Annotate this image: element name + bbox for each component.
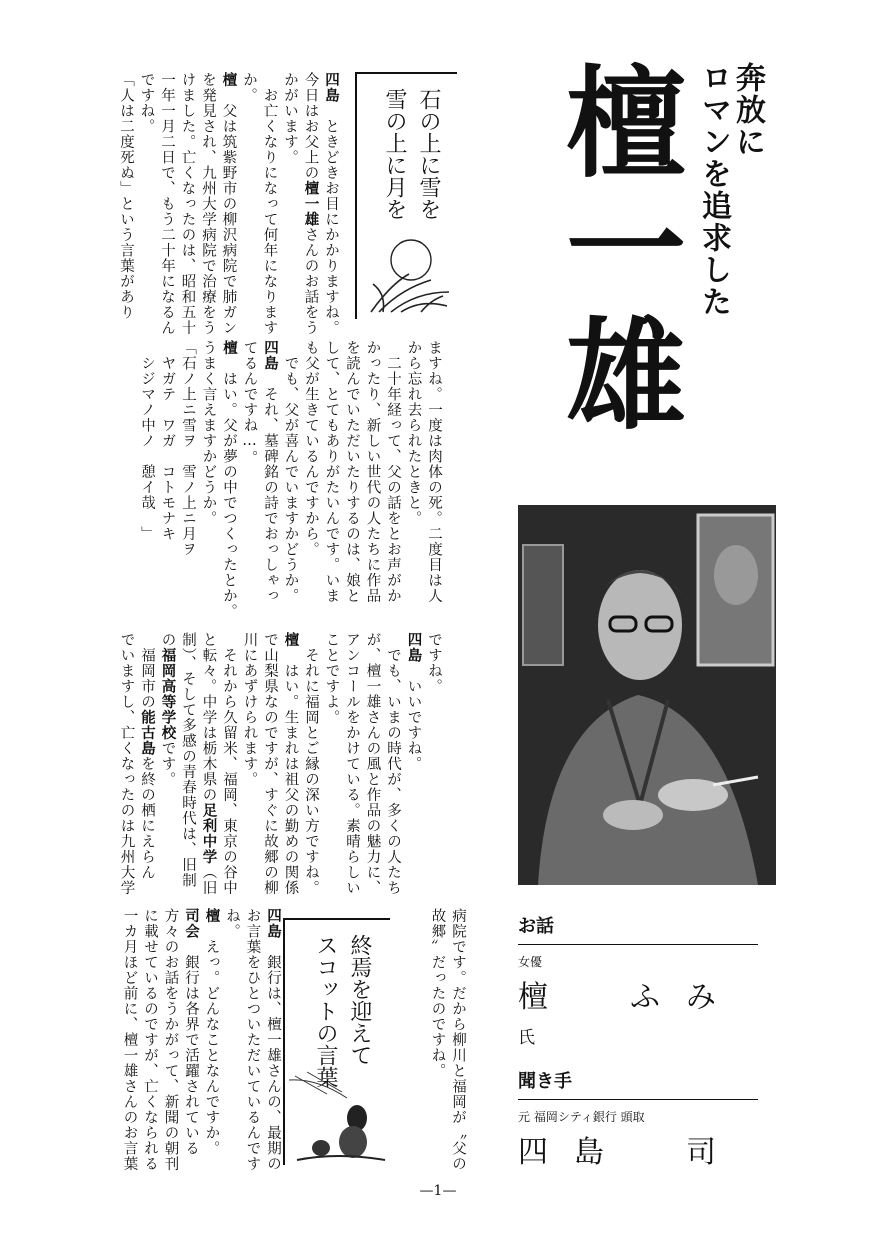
talker-role: 女優: [518, 955, 543, 969]
text-column: [300, 72, 321, 336]
text-column: [383, 632, 404, 896]
speaker-label: 檀一雄: [302, 180, 319, 227]
interviewer-role: 元 福岡シティ銀行 頭取: [518, 1110, 645, 1124]
section-heading-box: [283, 918, 390, 1165]
text-segment: それから久留米、福岡、東京の谷中: [221, 632, 237, 896]
text-segment: てるんですね…。: [241, 340, 258, 466]
text-segment: ですね。: [138, 72, 155, 134]
body-text-block: [427, 908, 468, 1172]
body-text-block: [137, 340, 445, 619]
text-segment: かがいます。: [282, 72, 298, 165]
text-column: [201, 908, 222, 1164]
text-segment: と転々。中学は栃木県の: [200, 632, 217, 803]
text-column: [160, 908, 181, 1172]
text-segment: はい。父が夢の中でつくったとか。: [221, 355, 237, 619]
text-segment: 今日はお父上の: [302, 72, 319, 181]
text-segment: 銀行は各界で活躍されている: [183, 939, 199, 1156]
text-column: [239, 72, 260, 320]
text-segment: ですね。: [426, 632, 442, 694]
text-column: [198, 340, 219, 615]
text-column: [119, 908, 140, 1172]
text-column: [218, 72, 239, 336]
body-text-block: [116, 632, 444, 896]
text-column: [116, 72, 137, 320]
text-segment: でも、父が喜んでいますかどうか。: [282, 340, 299, 604]
text-segment: 病院です。だから柳川と福岡が〝父の: [450, 908, 466, 1172]
text-column: [342, 340, 363, 615]
portrait-image: [518, 505, 776, 885]
speaker-label: 檀: [221, 340, 237, 356]
speaker-label: 檀: [220, 72, 237, 88]
text-segment: 福岡市の: [139, 632, 155, 710]
speaker-label: 四島: [262, 340, 278, 371]
credits: [518, 912, 758, 1187]
text-column: [424, 340, 445, 615]
speaker-label: 司会: [183, 908, 199, 939]
text-column: [140, 908, 161, 1172]
text-column: [219, 340, 240, 619]
text-segment: かったり、新しい世代の人たちに作品: [364, 340, 381, 604]
text-segment: で山梨県なのですが、すぐに故郷の柳: [262, 632, 278, 896]
heading-line: 終焉を迎えて: [347, 934, 372, 1066]
body-text-block: [119, 908, 283, 1172]
text-segment: でも、いまの時代が、多くの人たち: [385, 632, 401, 896]
text-segment: ね。: [224, 908, 240, 939]
text-segment: 「石ノ上ニ雪ヲ 雪ノ上ニ月ヲ: [180, 340, 196, 557]
text-column: [403, 632, 424, 888]
text-column: [280, 632, 301, 896]
text-column: [321, 632, 342, 888]
text-segment: シジマノ中ノ 憩イ哉 」: [139, 340, 155, 542]
text-column: [301, 632, 322, 896]
text-segment: です。: [159, 740, 176, 787]
text-segment: 二十年経って、父の話をとお声がか: [385, 340, 401, 604]
speaker-label: 足利中学: [200, 802, 217, 865]
text-segment: はい。生まれは祖父の勤めの関係: [282, 647, 299, 896]
text-column: [178, 340, 199, 615]
text-segment: それに福岡とご縁の深い方ですね。: [303, 632, 319, 896]
text-segment: お言葉をひとついただいているんです: [244, 908, 261, 1172]
text-segment: えっ。どんなことなんですか。: [203, 923, 220, 1156]
speaker-label: 檀: [203, 908, 220, 924]
portrait-photo: [518, 505, 776, 885]
text-segment: も父が生きているんですから。: [303, 340, 319, 557]
text-column: [198, 632, 219, 896]
heading-line: 石の上に雪を: [416, 88, 441, 220]
speaker-label: 四島: [405, 632, 422, 663]
text-column: [280, 340, 301, 615]
text-column: [301, 340, 322, 615]
text-segment: さんのお話をう: [302, 227, 319, 336]
text-segment: それ、墓碑銘の詩でおっしゃっ: [262, 371, 278, 604]
text-segment: ヤガテ ワガ コトモナキ: [159, 340, 176, 542]
text-column: [259, 72, 280, 336]
text-segment: 故郷〟だったのですね。: [429, 908, 446, 1079]
interviewer-name: 四島 司: [518, 1135, 742, 1170]
text-column: [448, 908, 469, 1172]
text-segment: が、檀一雄さんの風と作品の魅力に、: [364, 632, 381, 896]
text-column: [116, 632, 137, 896]
text-column: [157, 72, 178, 336]
text-column: [177, 72, 198, 336]
text-column: [157, 340, 178, 615]
subtitle: [696, 62, 764, 422]
body-text-block: [116, 72, 342, 336]
talker-heading: お話: [518, 912, 758, 945]
text-column: [137, 632, 158, 888]
text-column: [427, 908, 448, 1164]
text-segment: ことですよ。: [323, 632, 340, 725]
text-segment: 一カ月ほど前に、檀一雄さんのお言葉: [121, 908, 138, 1172]
interviewer-heading: 聞き手: [518, 1067, 758, 1100]
text-segment: 方々のお話をうかがって、新聞の朝刊: [162, 908, 179, 1172]
text-column: [157, 632, 178, 888]
talker-name-text: 檀 ふみ: [518, 980, 742, 1015]
text-segment: 一年一月二日で、もう二十年になるん: [159, 72, 175, 336]
text-segment: 制）、そして多感の青春時代は、旧制: [180, 632, 196, 889]
text-column: [321, 340, 342, 615]
speaker-label: 四島: [323, 72, 339, 103]
section-heading-box: [355, 72, 457, 319]
text-column: [239, 632, 260, 888]
text-column: [222, 908, 243, 1164]
page-number: —1—: [419, 1183, 457, 1199]
text-column: [181, 908, 202, 1164]
text-segment: 銀行は、檀一雄さんの、最期の: [265, 939, 281, 1172]
text-column: [263, 908, 284, 1172]
text-column: [362, 340, 383, 615]
text-column: [239, 340, 260, 615]
text-column: [424, 632, 445, 888]
text-segment: お亡くなりになって何年になります: [261, 72, 278, 336]
talker-suffix: 氏: [518, 1028, 535, 1048]
heading-line: 雪の上に月を: [382, 88, 407, 220]
text-segment: ますね。一度は肉体の死。二度目は人: [426, 340, 442, 604]
text-segment: を終の栖にえらん: [139, 756, 155, 880]
text-column: [136, 72, 157, 320]
figure-illustration: [287, 1070, 387, 1162]
text-column: [403, 340, 424, 615]
text-segment: ときどきお目にかかりますね。: [323, 103, 339, 336]
text-column: [242, 908, 263, 1172]
speaker-label: 檀: [282, 632, 299, 648]
text-segment: アンコールをかけている。素晴らしい: [344, 632, 360, 896]
text-column: [342, 632, 363, 896]
text-segment: でいますし、亡くなったのは九州大学: [118, 632, 135, 896]
text-column: [219, 632, 240, 896]
speaker-label: 能古島: [139, 709, 155, 756]
text-segment: を読んでいただいたりするのは、娘と: [344, 340, 360, 604]
text-segment: か。: [241, 72, 257, 103]
text-segment: 父は筑紫野市の柳沢病院で肺ガン: [220, 87, 237, 336]
text-segment: うまく言えますかどうか。: [200, 340, 217, 526]
talker-name: [518, 972, 758, 1051]
speaker-label: 四島: [265, 908, 281, 939]
text-segment: を発見され、九州大学病院で治療をう: [200, 72, 216, 336]
text-segment: 「人は二度死ぬ」という言葉があり: [118, 72, 134, 320]
text-segment: から忘れ去られたときと。: [405, 340, 422, 526]
subtitle-line: 奔放に: [730, 62, 765, 158]
text-column: [178, 632, 199, 888]
text-segment: に載せているのですが、亡くなられる: [142, 908, 158, 1172]
text-segment: の: [159, 632, 176, 648]
text-column: [280, 72, 301, 320]
text-column: [198, 72, 219, 336]
text-column: [137, 340, 158, 615]
text-column: [260, 632, 281, 896]
text-segment: いいですね。: [405, 663, 422, 772]
speaker-label: 福岡高等学校: [159, 647, 176, 741]
text-column: [321, 72, 342, 336]
text-segment: 川にあずけられます。: [241, 632, 258, 787]
text-column: [383, 340, 404, 615]
moon-grass-illustration: [361, 234, 453, 314]
text-column: [260, 340, 281, 615]
text-column: [362, 632, 383, 896]
text-segment: けました。亡くなったのは、昭和五十: [179, 72, 196, 336]
text-segment: （旧: [200, 864, 217, 896]
main-title: 檀一雄: [546, 60, 687, 438]
subtitle-line: ロマンを追求した: [696, 62, 731, 318]
heading-line: スコットの言葉: [313, 934, 338, 1088]
text-segment: して、とてもありがたいんです。いま: [323, 340, 340, 604]
